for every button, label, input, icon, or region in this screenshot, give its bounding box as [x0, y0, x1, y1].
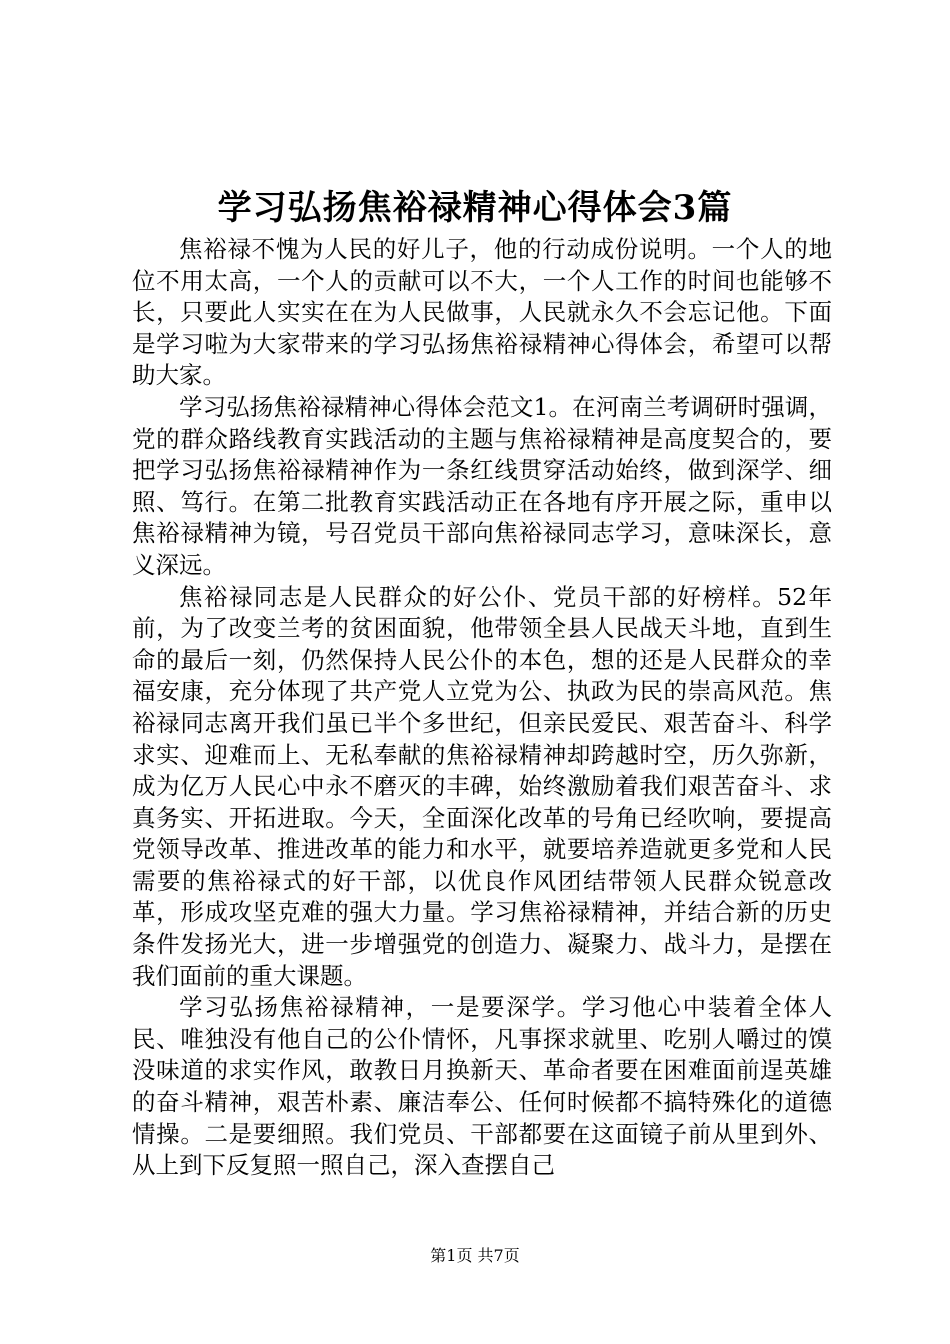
paragraph-4: 学习弘扬焦裕禄精神，一是要深学。学习他心中装着全体人民、唯独没有他自己的公仆情怀，凡事探求就里、吃别人嚼过的馍没味道的求实作风，敢教日月换新天、革命者要在困难面前逞英雄的奋斗精神，艰苦朴素、廉洁奉公、任何时候都不搞特殊化的道德情操。二是要细照。我们党员、干部都要在这面镜子前从里到外、从上到下反复照一照自己，深入查摆自己	[132, 993, 832, 1180]
paragraph-1: 焦裕禄不愧为人民的好儿子，他的行动成份说明。一个人的地位不用太高，一个人的贡献可以不大，一个人工作的时间也能够不长，只要此人实实在在为人民做事，人民就永久不会忘记他。下面是学习啦为大家带来的学习弘扬焦裕禄精神心得体会，希望可以帮助大家。	[132, 235, 832, 390]
paragraph-2: 学习弘扬焦裕禄精神心得体会范文1。在河南兰考调研时强调，党的群众路线教育实践活动的主题与焦裕禄精神是高度契合的，要把学习弘扬焦裕禄精神作为一条红线贯穿活动始终，做到深学、细照、笃行。在第二批教育实践活动正在各地有序开展之际，重申以焦裕禄精神为镜，号召党员干部向焦裕禄同志学习，意味深长，意义深远。	[132, 392, 832, 579]
document-body	[132, 234, 832, 1182]
page-footer: 第1页 共7页	[430, 1246, 520, 1265]
paragraph-3: 焦裕禄同志是人民群众的好公仆、党员干部的好榜样。52年前，为了改变兰考的贫困面貌，他带领全县人民战天斗地，直到生命的最后一刻，仍然保持人民公仆的本色，想的还是人民群众的幸福安康，充分体现了共产党人立党为公、执政为民的崇高风范。焦裕禄同志离开我们虽已半个多世纪，但亲民爱民、艰苦奋斗、科学求实、迎难而上、无私奉献的焦裕禄精神却跨越时空，历久弥新，成为亿万人民心中永不磨灭的丰碑，始终激励着我们艰苦奋斗、求真务实、开拓进取。今天，全面深化改革的号角已经吹响，要提高党领导改革、推进改革的能力和水平，就要培养造就更多党和人民需要的焦裕禄式的好干部，以优良作风团结带领人民群众锐意改革，形成攻坚克难的强大力量。学习焦裕禄精神，并结合新的历史条件发扬光大，进一步增强党的创造力、凝聚力、战斗力，是摆在我们面前的重大课题。	[132, 582, 832, 990]
document-title: 学习弘扬焦裕禄精神心得体会3篇	[217, 188, 733, 228]
